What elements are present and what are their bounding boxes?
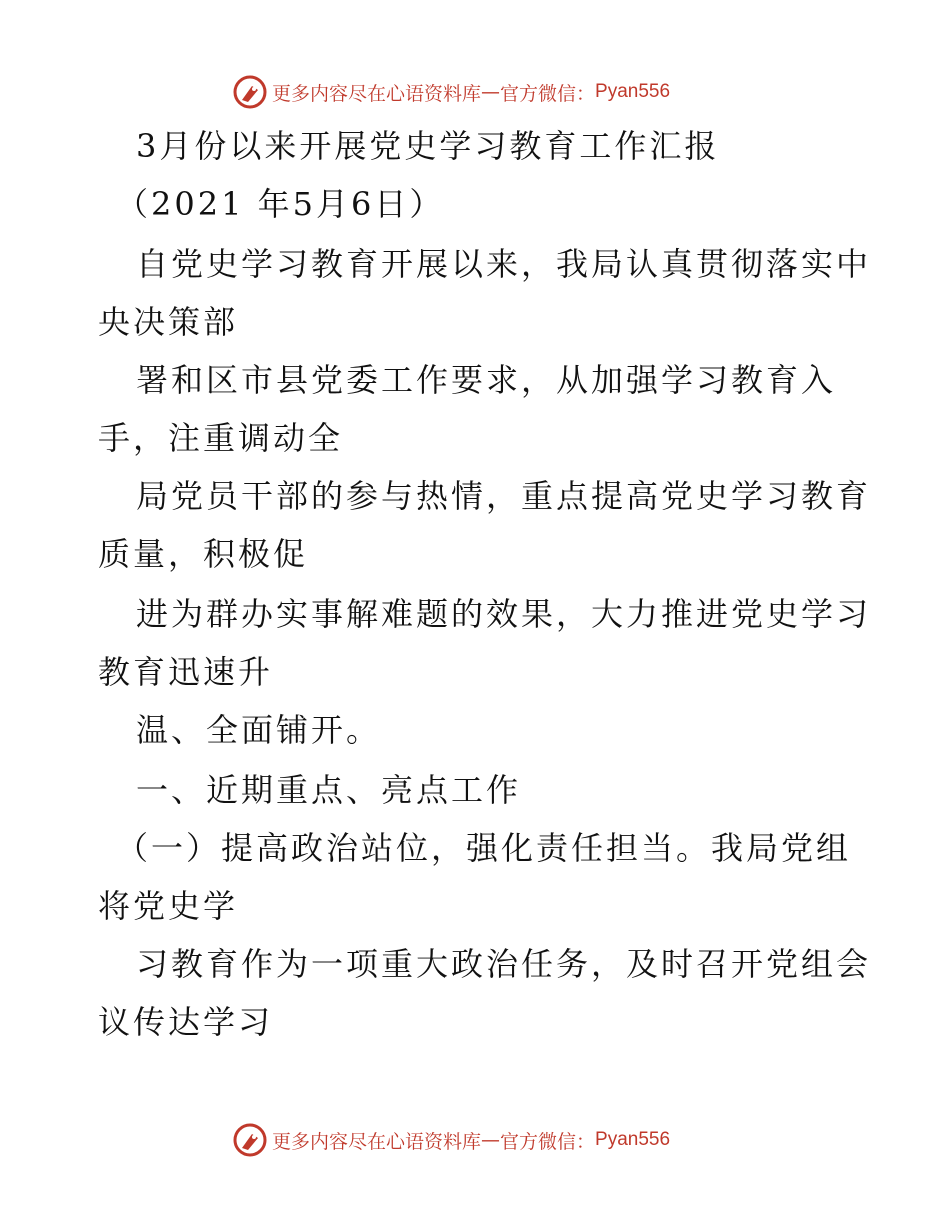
document-title: 3月份以来开展党史学习教育工作汇报 [136, 127, 720, 165]
watermark-dash: — [481, 81, 501, 103]
watermark-left-text: 更多内容尽在心语资料库 [272, 82, 482, 105]
watermark-account: Pyan556 [595, 81, 671, 102]
paragraph-line: 议传达学习 [98, 1003, 274, 1041]
watermark-right-text: 官方微信： [500, 82, 596, 105]
paragraph-line: 质量，积极促 [98, 535, 309, 573]
paragraph-line: 进为群办实事解难题的效果，大力推进党史学习 [136, 595, 872, 633]
document-date: （2021 年5月6日） [116, 185, 445, 223]
paragraph-line: 央决策部 [98, 303, 239, 341]
paragraph-line: （一）提高政治站位，强化责任担当。我局党组 [116, 829, 852, 867]
watermark-left-text: 更多内容尽在心语资料库 [272, 1130, 482, 1153]
section-heading: 一、近期重点、亮点工作 [136, 771, 522, 809]
watermark-right-text: 官方微信： [500, 1130, 596, 1153]
pen-nib-logo-icon [232, 1122, 268, 1158]
watermark-dash: — [481, 1129, 501, 1151]
paragraph-line: 局党员干部的参与热情，重点提高党史学习教育 [136, 477, 872, 515]
paragraph-line: 温、全面铺开。 [136, 711, 382, 749]
paragraph-line: 署和区市县党委工作要求，从加强学习教育入 [136, 361, 837, 399]
paragraph-line: 习教育作为一项重大政治任务，及时召开党组会 [136, 945, 872, 983]
paragraph-line: 将党史学 [98, 887, 239, 925]
watermark-account: Pyan556 [595, 1129, 671, 1150]
paragraph-line: 教育迅速升 [98, 653, 274, 691]
paragraph-line: 手，注重调动全 [98, 419, 344, 457]
paragraph-line: 自党史学习教育开展以来，我局认真贯彻落实中 [136, 245, 872, 283]
footer-watermark [232, 1120, 670, 1160]
